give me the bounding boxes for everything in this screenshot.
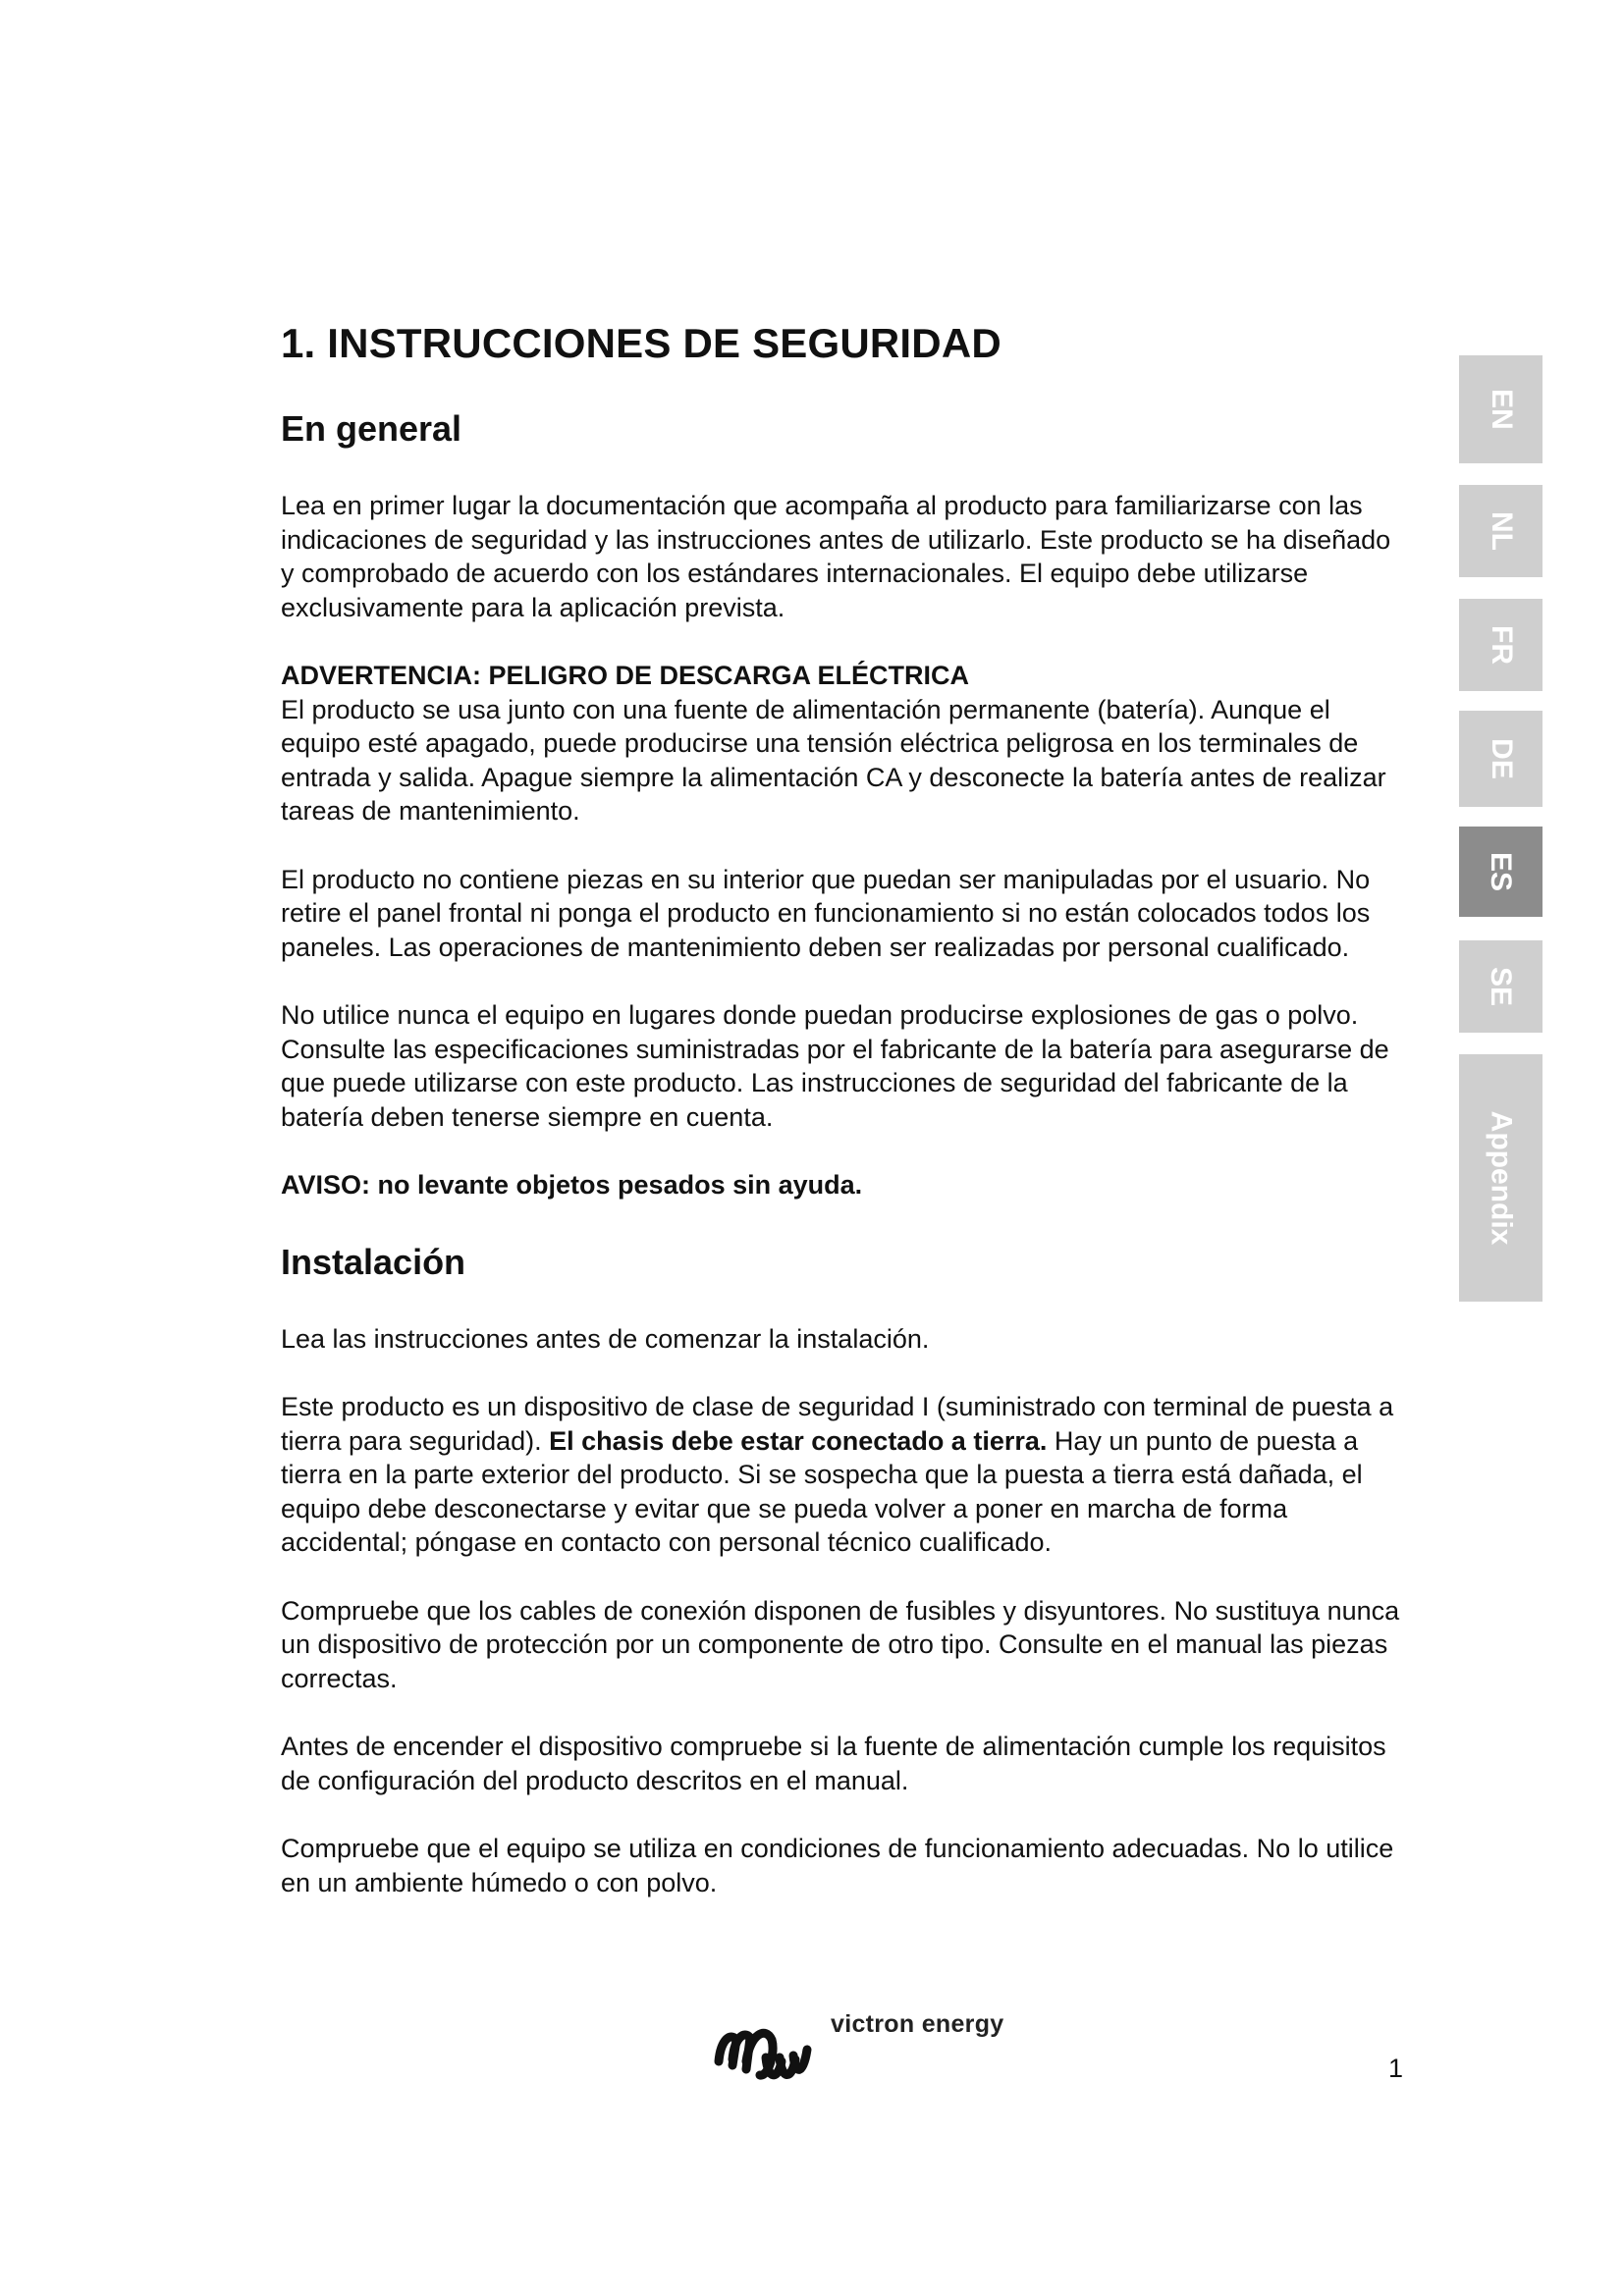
- tab-nl[interactable]: [1459, 485, 1543, 577]
- page-number: 1: [1388, 2054, 1404, 2083]
- installation-paragraph-2: [281, 1390, 1410, 1560]
- notice-text: AVISO: no levante objetos pesados sin ayuda.: [281, 1170, 863, 1200]
- section-heading-installation: Instalación: [281, 1241, 466, 1282]
- page-title: 1. INSTRUCCIONES DE SEGURIDAD: [281, 320, 1001, 366]
- installation-paragraph-5: Compruebe que el equipo se utiliza en condiciones de funcionamiento adecuadas. No lo utilice en un ambiente húmedo o con polvo.: [281, 1834, 1394, 1897]
- tab-label: EN: [1485, 389, 1518, 430]
- general-paragraph-3: El producto no contiene piezas en su interior que puedan ser manipuladas por el usuario. No retire el panel frontal ni ponga el producto en funcionamiento si no están colocados todos los paneles. Las operaciones de mantenimiento deben ser realizadas por personal cualificado.: [281, 864, 1371, 962]
- warning-paragraph: El producto se usa junto con una fuente de alimentación permanente (batería). Aunque el equipo esté apagado, puede producirse una tensión eléctrica peligrosa en los terminales de entrada y salida. Apague siempre la alimentación CA y desconecte la batería antes de realizar tareas de mantenimiento.: [281, 694, 1386, 826]
- tab-label: SE: [1485, 966, 1518, 1007]
- page-content: [281, 320, 1410, 1934]
- tab-en[interactable]: [1459, 355, 1543, 463]
- tab-label: NL: [1485, 511, 1518, 551]
- general-paragraph-1: Lea en primer lugar la documentación que acompaña al producto para familiarizarse con las indicaciones de seguridad y las instrucciones antes de utilizarlo. Este producto se ha diseñado y comprobado de acuerdo con los estándares internacionales. El equipo debe utilizarse exclusivamente para la aplicación prevista.: [281, 491, 1391, 622]
- tab-fr[interactable]: [1459, 599, 1543, 691]
- section-heading-general: En general: [281, 408, 462, 449]
- installation-paragraph-2-start: Este producto es un dispositivo de clase de seguridad I (suministrado con terminal de puesta a tierra para seguridad).: [281, 1392, 1394, 1456]
- tab-de[interactable]: [1459, 711, 1543, 807]
- general-paragraph-4: No utilice nunca el equipo en lugares donde puedan producirse explosiones de gas o polvo. Consulte las especificaciones suministradas por el fabricante de la batería para asegurarse de que puede utilizarse con este producto. Las instrucciones de seguridad del fabricante de la batería deben tenerse siempre en cuenta.: [281, 1000, 1389, 1132]
- tab-label: Appendix: [1485, 1110, 1518, 1246]
- installation-paragraph-3: Compruebe que los cables de conexión disponen de fusibles y disyuntores. No sustituya nunca un dispositivo de protección por un componente de otro tipo. Consulte en el manual las piezas correctas.: [281, 1595, 1400, 1693]
- installation-paragraph-4: Antes de encender el dispositivo compruebe si la fuente de alimentación cumple los requisitos de configuración del producto descritos en el manual.: [281, 1732, 1386, 1795]
- tab-label: ES: [1485, 851, 1518, 892]
- victron-logo: [711, 2010, 1005, 2089]
- tab-es[interactable]: [1459, 827, 1543, 917]
- tab-appendix[interactable]: [1459, 1054, 1543, 1302]
- installation-paragraph-1: Lea las instrucciones antes de comenzar la instalación.: [281, 1323, 930, 1354]
- installation-paragraph-2-end: Hay un punto de puesta a tierra en la parte exterior del producto. Si se sospecha que la puesta a tierra está dañada, el equipo debe desconectarse y evitar que se pueda volver a poner en marcha de forma accidental; póngase en contacto con personal técnico cualificado.: [281, 1425, 1363, 1557]
- logo-text: victron energy: [831, 2010, 1004, 2038]
- victron-coil-icon: [711, 2010, 829, 2089]
- warning-heading: ADVERTENCIA: PELIGRO DE DESCARGA ELÉCTRICA: [281, 661, 970, 690]
- tab-label: FR: [1485, 625, 1518, 665]
- grounding-warning: El chasis debe estar conectado a tierra.: [549, 1425, 1048, 1456]
- tab-label: DE: [1485, 738, 1518, 779]
- tab-se[interactable]: [1459, 940, 1543, 1033]
